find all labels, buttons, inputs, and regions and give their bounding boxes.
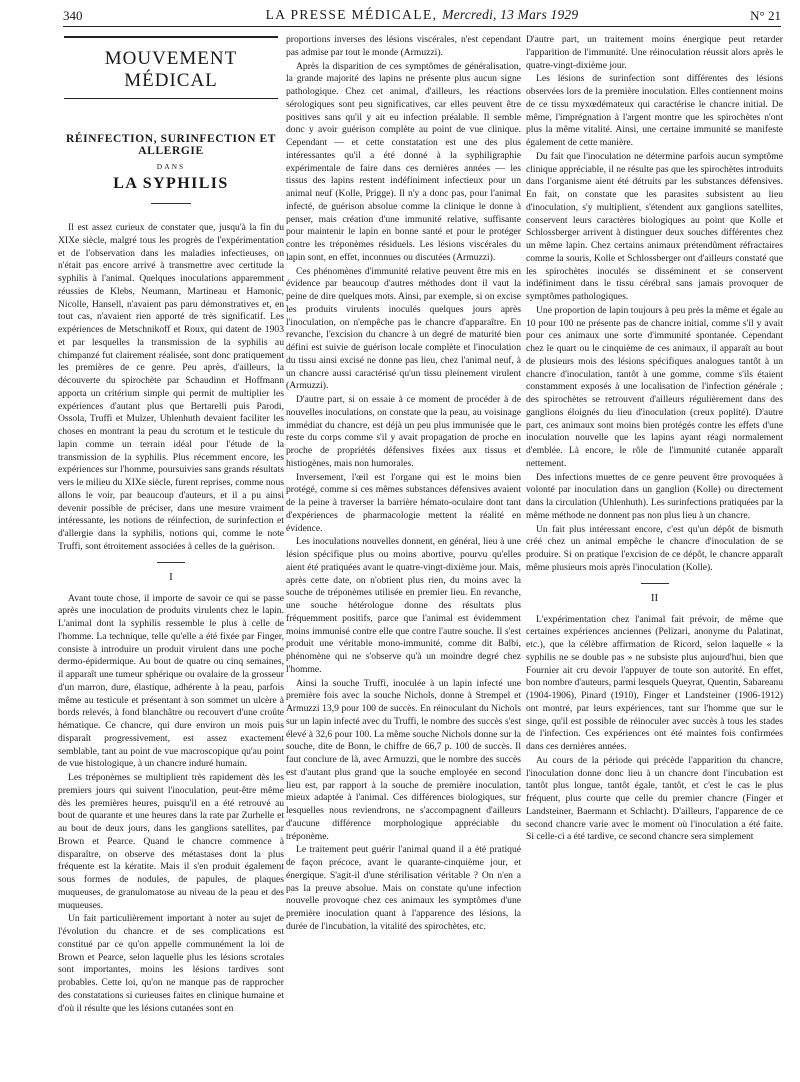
newspaper-name: LA PRESSE MÉDICALE,	[265, 7, 438, 22]
section-divider	[157, 562, 185, 563]
page-number: 340	[63, 8, 83, 23]
paragraph: D'autre part, un traitement moins énergique peut retarder l'apparition de l'immunité. Une réinoculation réussit alors après le quatre-vingt-dixième jour.	[526, 34, 783, 71]
paragraph: Le traitement peut guérir l'animal quand il a été pratiqué de façon précoce, avant le quarante-cinquième jour, et énergique. S'agit-il d'une stérilisation véritable ? On n'en a pas la preuve absolue. Mais on constate qu'une infection nouvelle provoque chez ces animaux les symptômes d'une première inoculation quant à l'apparence des lésions, la durée de l'incubation, la vitalité des spirochètes, etc.	[286, 844, 521, 932]
paragraph: Avant toute chose, il importe de savoir ce qui se passe après une inoculation de produits virulents chez le lapin. L'animal dont la syphilis ressemble le plus à celle de l'homme. La technique, telle qu'elle a été fixée par Finger, consiste à introduire un produit virulent dans une poche dermo-épidermique. Au bout de quatre ou cinq semaines, il apparaît une tumeur sphérique ou ovalaire de la grosseur d'un marron, dure, élastique, adhérente à la peau, parfois même au testicule et présentant à son sommet un ulcère à bords relevés, à fond blanchâtre ou recouvert d'une croûte hématique. Ce chancre, qui dure environ un mois puis disparaît progressivement, est assez exactement semblable, tant au point de vue macroscopique qu'au point de vue histologique, à un chancre induré humain.	[58, 592, 284, 770]
section-numeral: I	[169, 570, 173, 583]
paragraph: Inversement, l'œil est l'organe qui est le moins bien protégé, comme si ces mêmes substances défensives avaient de la peine à traverser la barrière hémato-oculaire dont tant d'expériences de pharmacologie mettent la réalité en évidence.	[286, 471, 521, 534]
paragraph: Au cours de la période qui précède l'apparition du chancre, l'inoculation donne donc lieu à un chancre dont l'incubation est tantôt plus longue, tantôt égale, tantôt, et c'est le cas le plus fréquent, plus courte que celle du premier chancre (Finger et Landsteiner, Baermann et Schlacht). D'ailleurs, l'apparence de ce second chancre varie avec le moment où l'inoculation a été faite. Si celle-ci a été tardive, ce second chancre sera simplement	[526, 754, 783, 843]
paragraph: Ainsi la souche Truffi, inoculée à un lapin infecté une première fois avec la souche Nichols, donne à Strempel et Armuzzi 13,9 pour 100 de succès. En réinoculant du Nichols sur un lapin infecté avec du Truffi, le nombre des succès s'est élevé à 32,6 pour 100. La même souche Nichols donne sur la souche, dite de Bonn, le chiffre de 66,7 p. 100 de succès. Il faut conclure de là, avec Armuzzi, que le nombre des succès est d'autant plus grand que la souche employée en second lieu est, par rapport à la souche de première inoculation, mieux adaptée à l'animal. Ces différences biologiques, sur lesquelles nous reviendrons, ne s'accompagnent d'ailleurs d'aucune différence morphologique appréciable du tréponème.	[286, 677, 521, 842]
paragraph: Un fait particulièrement important à noter au sujet de l'évolution du chancre et de ses complications est constitué par ce qu'on appelle communément la loi de Brown et Pearce, selon laquelle plus les lésions scrotales sont importantes, moins les lésions tardives sont probables. Cette loi, qu'on ne manque pas de rapprocher des constatations si curieuses faites en clinique humaine et d'où il résulte que les lésions cutanées sont en	[58, 913, 284, 1014]
section-divider	[641, 583, 669, 584]
paragraph: D'autre part, si on essaie à ce moment de procéder à de nouvelles inoculations, on constate que la peau, au voisinage immédiat du chancre, est déjà un peu plus immunisée que le reste du corps comme s'il y avait propagation de proche en proche de propriétés défensives fixées aux tissus et histiogènes, mais non humorales.	[286, 394, 521, 469]
article-title-line-2: DANS	[156, 162, 186, 171]
article-title-line-1: RÉINFECTION, SURINFECTION ET ALLERGIE	[65, 133, 277, 157]
issue-date: Mercredi, 13 Mars 1929	[442, 7, 579, 22]
paragraph: Les inoculations nouvelles donnent, en général, lieu à une lésion spécifique plus ou moins abortive, pourvu qu'elles aient été pratiquées avant le quatre-vingt-dixième jour. Mais, après cette date, on n'obtient plus rien, du moins avec la souche de tréponèmes utilisée en premier lieu. En revanche, une souche hétérologue donne des résultats plus fréquemment positifs, parce que l'animal est évidemment moins immunisé contre elle que contre l'autre souche. Il s'est produit une véritable mono-immunité, comme dit Balbi, phénomène qui ne s'observe qu'à un moindre degré chez l'homme.	[286, 536, 521, 675]
section-numeral: II	[650, 591, 659, 604]
paragraph: Les lésions de surinfection sont différentes des lésions observées lors de la première inoculation. Elles contiennent moins de ce tissu myxœdémateux qui caractérise le chancre initial. De même, l'imprégnation à l'argent montre que les spirochètes n'ont plus la même vitalité. Ainsi, une certaine immunité se manifeste également de cette manière.	[526, 73, 783, 148]
paragraph: Il est assez curieux de constater que, jusqu'à la fin du XIXe siècle, malgré tous les progrès de l'expérimentation et de l'observation dans les maladies infectieuses, on n'était pas encore arrivé à transmettre avec certitude la syphilis à l'animal. Quelques inoculations apparemment réussies de Klebs, Neumann, Martineau et Hamonic, Nicolle, Hansell, n'avaient pas paru démonstratives et, en tout cas, n'avaient rien apporté de très significatif. Les expériences de Metschnikoff et Roux, qui datent de 1903 et par lesquelles la transmission de la syphilis au chimpanzé fut clairement réalisée, sont donc pratiquement les premières de ce genre. Peu après, d'ailleurs, la découverte du spirochète par Schaudinn et Hoffmann apporta un critérium simple qui permit de multiplier les expériences d'autant plus que Bertarelli puis Parodi, Ossola, Truffi et Mulzer, Uhlenhuth devaient faciliter les choses en montrant la peau du scrotum et le testicule du lapin comme un terrain idéal pour l'étude de la transmission de la syphilis. Plus récemment encore, les expériences sur l'homme, poursuivies sans grands résultats vers le milieu du XIXe siècle, furent reprises, comme nous allons le voir, par beaucoup d'auteurs, et il a pu ainsi devenir possible de préciser, dans une mesure vraiment intéressante, les notions de réinfection, de surinfection et d'allergie dans la syphilis, notions qui, comme le note Truffi, sont étroitement associées à celles de la guérison.	[58, 222, 284, 552]
issue-number: N° 21	[750, 8, 781, 23]
article-title-line-3: LA SYPHILIS	[113, 175, 229, 192]
title-divider	[151, 203, 191, 204]
page-header	[63, 6, 781, 27]
paragraph: L'expérimentation chez l'animal fait prévoir, de même que certaines expériences anciennes (Pelizari, anonyme du Palatinat, etc.), que la célèbre affirmation de Ricord, selon laquelle « la syphilis ne se double pas » ne subsiste plus aujourd'hui, bien que Fournier ait cru devoir l'appuyer de toute son autorité. En effet, bon nombre d'auteurs, parmi lesquels Queyrat, Quentin, Sabareanu (1904-1906), Pinard (1910), Finger et Landsteiner (1906-1912) ont montré, par leurs expériences, tant sur l'homme que sur le singe, qu'il est possible de réinoculer avec succès à tous les stades de l'infection. Ces expériences ont été maintes fois confirmées dans ces dernières années.	[526, 613, 783, 752]
paragraph: Ces phénomènes d'immunité relative peuvent être mis en évidence par beaucoup d'autres méthodes dont il vaut la peine de dire quelques mots. Ainsi, par exemple, si on excise les produits virulents inoculés quelques jours après l'inoculation, on n'empêche pas le chancre d'apparaître. En revanche, l'excision du chancre à un degré de maturité bien défini est suivie de guérison locale complète et l'inoculation du tissu ainsi excisé ne donne pas lieu, chez l'animal neuf, à un chancre aussi caractérisé qu'un tissu pleinement virulent (Armuzzi).	[286, 265, 521, 392]
paragraph: Une proportion de lapin toujours à peu près la même et égale au 10 pour 100 ne présente pas de chancre initial, comme s'il y avait pour ces animaux une sorte d'immunité spontanée. Cependant chez le quart ou le cinquième de ces animaux, il apparaît au bout de plusieurs mois des lésions spécifiques analogues tantôt à un chancre d'inoculation, tantôt à une gomme, comme s'ils étaient constamment exposés à une localisation de l'infection générale ; des spirochètes se retrouvent d'ailleurs régulièrement dans des ganglions éloignés du lieu d'inoculation (creux poplité). D'autre part, ces animaux sont moins bien protégés contre les effets d'une inoculation nouvelle que les lapins ayant réagi normalement d'emblée. Là encore, le rôle de l'immunité cutanée apparaît nettement.	[526, 304, 783, 469]
paragraph: Des infections muettes de ce genre peuvent être provoquées à volonté par inoculation dans un ganglion (Kolle) ou directement dans la circulation (Uhlenhuth). Les surinfections pratiquées par la même méthode ne donnent pas non plus lieu à un chancre.	[526, 471, 783, 521]
paragraph: proportions inverses des lésions viscérales, n'est cependant pas admise par tout le monde (Armuzzi).	[286, 34, 521, 58]
rubric-box	[64, 36, 278, 99]
article-title	[58, 133, 284, 193]
paragraph: Les tréponèmes se multiplient très rapidement dès les premiers jours qui suivent l'inoculation, peut-être même dès les premières heures, puisqu'il en a été retrouvé au bout de quarante et une heures dans la rate par Zurhelle et au bout de deux jours, dans les ganglions satellites, par Brown et Pearce. Quand le chancre commence à disparaître, on observe des métastases dont la plus fréquente est la kératite. Mais il s'en produit également sous formes de nodules, de papules, de plaques muqueuses, de granulomatose au niveau de la peau et des muqueuses.	[58, 772, 284, 911]
section-heading-ii	[526, 583, 783, 604]
paragraph: Du fait que l'inoculation ne détermine parfois aucun symptôme clinique appréciable, il ne résulte pas que les spirochètes introduits dans l'organisme aient été détruits par les substances défensives. En fait, on constate que les parasites subsistent au lieu d'inoculation, s'y multiplient, s'étendent aux ganglions satellites, conservent leurs caractères biologiques au point que Kolle et Schlossberger arrivent à distinguer deux souches différentes chez un même lapin. Chez certains animaux prétendûment réfractaires comme la souris, Kolle et Schlossberger ont d'ailleurs constaté que les spirochètes inoculés se disséminent et se conservent indéfiniment dans le tissu cérébral sans jamais provoquer de symptômes pathologiques.	[526, 150, 783, 302]
newspaper-title	[63, 7, 781, 23]
column-2	[286, 34, 521, 1078]
paragraph: Après la disparition de ces symptômes de généralisation, la grande majorité des lapins ne présente plus aucun signe pathologique. Chez cet animal, d'ailleurs, les réactions sérologiques sont peu significatives, car elles peuvent être positives sans qu'il y ait eu infection préalable. Il semble donc y avoir guérison complète au point de vue clinique. Cependant — et cette constatation est une des plus intéressantes qu'il a été donné à la syphiligraphie expérimentale de faire dans ces dernières années — les tissus des lapins restent indéfiniment infectieux pour un animal neuf (Kolle, Prigge). Il n'y a donc pas, pour l'animal infecté, de guérison absolue comme la clinique le donne à penser, mais création d'une immunité relative, suffisante pour maintenir le lapin en bonne santé et pour le protéger contre les tréponèmes résiduels. Les lésions viscérales du lapin sont, en effet, inconnues ou discutées (Armuzzi).	[286, 60, 521, 263]
paragraph: Un fait plus intéressant encore, c'est qu'un dépôt de bismuth créé chez un animal empêche le chancre d'inoculation de se produire. Si on pratique l'excision de ce dépôt, le chancre apparaît même plusieurs mois après l'inoculation (Kolle).	[526, 523, 783, 573]
section-heading-i	[58, 562, 284, 583]
rubric-title: MOUVEMENT MÉDICAL	[104, 48, 238, 91]
column-1	[58, 34, 284, 1078]
column-3	[526, 34, 783, 1078]
